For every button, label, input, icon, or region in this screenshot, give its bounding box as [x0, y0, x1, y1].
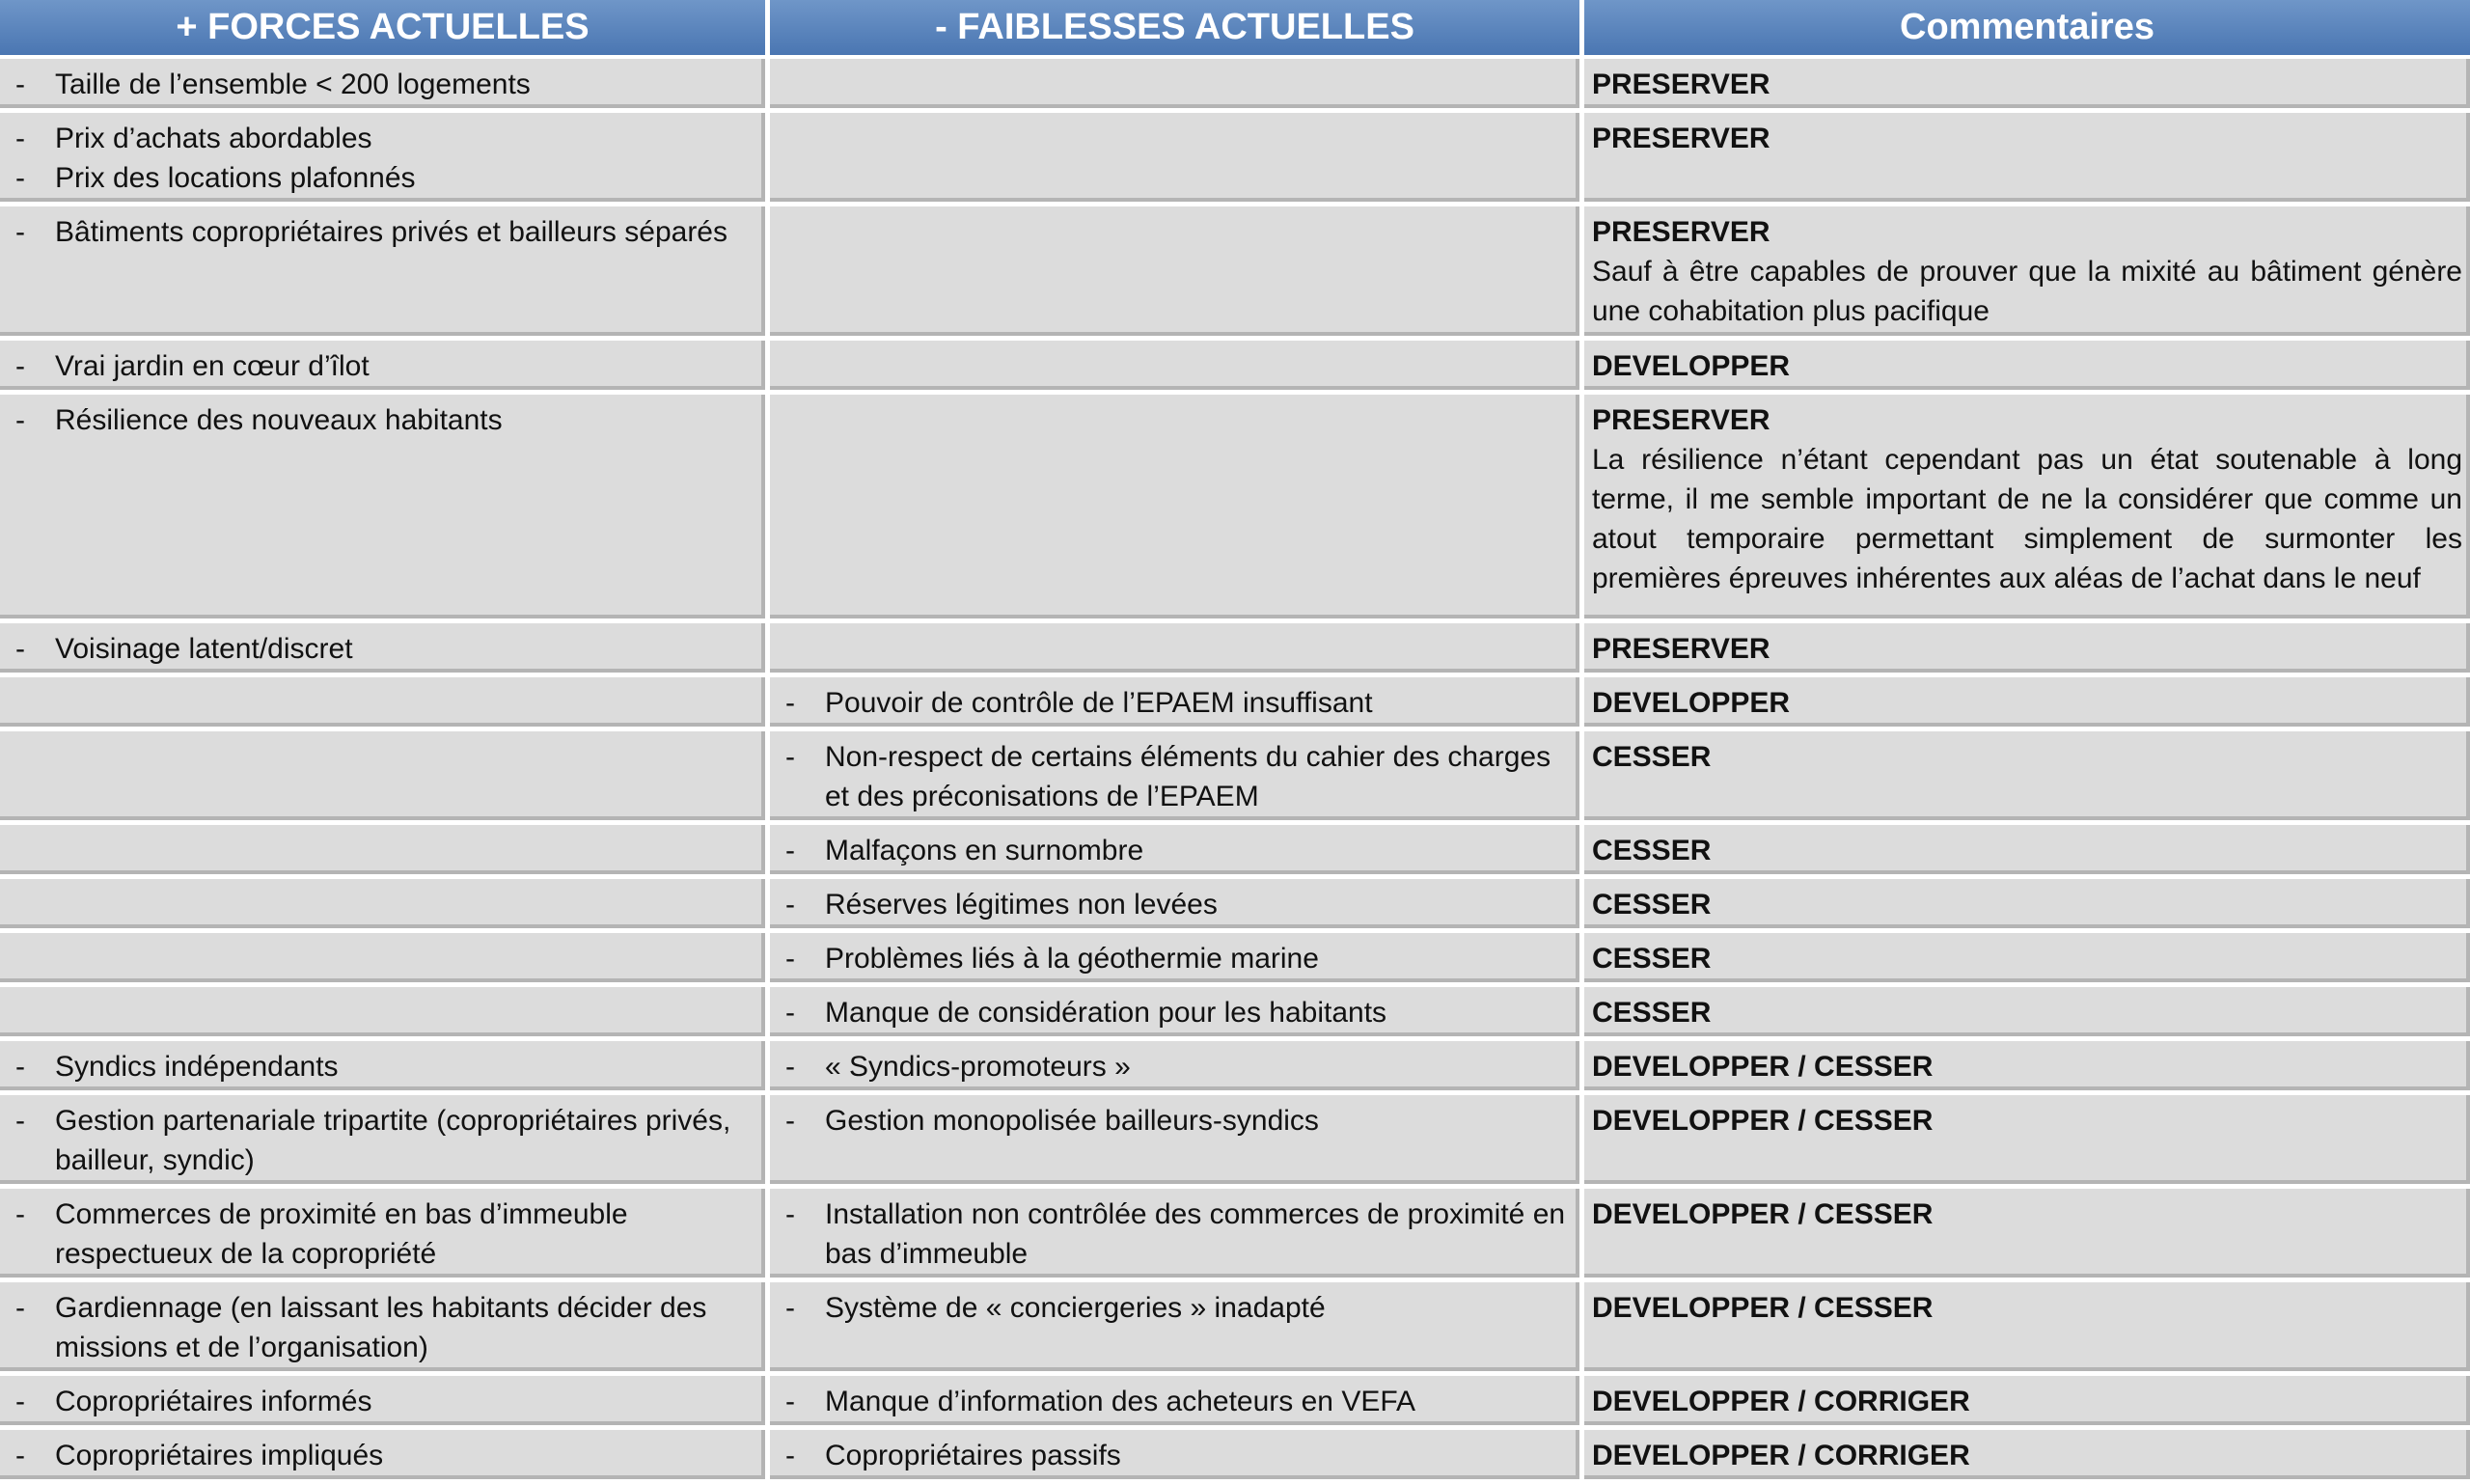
comment-note: La résilience n’étant cependant pas un état soutenable à long terme, il me semble important de ne la considérer que comme un atout temporaire permettant simplement de surmonter les premières épreuves inhérentes aux aléas de l’achat dans le neuf [1592, 444, 2462, 594]
faiblesses-text: Pouvoir de contrôle de l’EPAEM insuffisant [825, 687, 1373, 719]
bullet-dash: - [15, 1386, 25, 1417]
comment-cell [1584, 1430, 2470, 1484]
bullet-dash: - [785, 1292, 795, 1324]
table-row [0, 206, 2470, 341]
action-label: CESSER [1592, 741, 1712, 773]
forces-item [8, 1195, 757, 1274]
forces-cell [0, 1041, 770, 1095]
action-label: CESSER [1592, 943, 1712, 975]
header-commentaires: Commentaires [1584, 0, 2470, 59]
faiblesses-text: Manque d’information des acheteurs en VEFA [825, 1386, 1416, 1417]
action-label: PRESERVER [1592, 123, 1770, 154]
table-row [0, 623, 2470, 677]
bullet-dash: - [785, 1440, 795, 1471]
forces-cell [0, 987, 770, 1041]
table-row [0, 825, 2470, 879]
faiblesses-text: Malfaçons en surnombre [825, 835, 1144, 866]
action-label: DEVELOPPER / CORRIGER [1592, 1386, 1970, 1417]
table-row [0, 1282, 2470, 1376]
forces-cell [0, 1095, 770, 1189]
faiblesses-item [778, 1382, 1572, 1421]
bullet-dash: - [15, 350, 25, 382]
action-label: CESSER [1592, 835, 1712, 866]
faiblesses-cell [770, 933, 1584, 987]
table-row [0, 1430, 2470, 1484]
faiblesses-item [778, 1101, 1572, 1140]
bullet-dash: - [15, 216, 25, 248]
comment-cell [1584, 59, 2470, 113]
bullet-dash: - [785, 835, 795, 866]
forces-item [8, 65, 757, 104]
faiblesses-text: Gestion monopolisée bailleurs-syndics [825, 1105, 1319, 1137]
faiblesses-text: Problèmes liés à la géothermie marine [825, 943, 1319, 975]
bullet-dash: - [15, 1105, 25, 1137]
bullet-dash: - [15, 162, 25, 194]
table-row [0, 113, 2470, 206]
faiblesses-item [778, 885, 1572, 924]
forces-cell [0, 1189, 770, 1282]
bullet-dash: - [15, 69, 25, 100]
forces-text: Syndics indépendants [55, 1051, 339, 1083]
header-faiblesses: - FAIBLESSES ACTUELLES [770, 0, 1584, 59]
table-row [0, 1189, 2470, 1282]
faiblesses-cell [770, 1430, 1584, 1484]
forces-cell [0, 1376, 770, 1430]
bullet-dash: - [785, 1051, 795, 1083]
forces-cell [0, 206, 770, 341]
faiblesses-item [778, 939, 1572, 978]
faiblesses-cell [770, 677, 1584, 731]
comment-note: Sauf à être capables de prouver que la mixité au bâtiment génère une cohabitation plus pacifique [1592, 256, 2462, 327]
forces-cell [0, 1282, 770, 1376]
forces-text: Prix d’achats abordables [55, 123, 372, 154]
faiblesses-item [778, 993, 1572, 1032]
bullet-dash: - [15, 123, 25, 154]
table-row [0, 933, 2470, 987]
faiblesses-item [778, 737, 1572, 816]
faiblesses-cell [770, 1095, 1584, 1189]
faiblesses-item [778, 831, 1572, 870]
forces-cell [0, 395, 770, 623]
faiblesses-cell [770, 1376, 1584, 1430]
faiblesses-text: Copropriétaires passifs [825, 1440, 1121, 1471]
bullet-dash: - [15, 404, 25, 436]
action-label: DEVELOPPER / CORRIGER [1592, 1440, 1970, 1471]
forces-text: Voisinage latent/discret [55, 633, 353, 665]
action-label: PRESERVER [1592, 404, 1770, 436]
forces-cell [0, 731, 770, 825]
faiblesses-item [778, 1047, 1572, 1086]
forces-item [8, 629, 757, 669]
bullet-dash: - [785, 997, 795, 1029]
faiblesses-item [778, 1195, 1572, 1274]
action-label: CESSER [1592, 997, 1712, 1029]
faiblesses-cell [770, 731, 1584, 825]
action-label: PRESERVER [1592, 633, 1770, 665]
faiblesses-text: « Syndics-promoteurs » [825, 1051, 1131, 1083]
faiblesses-text: Système de « conciergeries » inadapté [825, 1292, 1326, 1324]
bullet-dash: - [785, 741, 795, 773]
comment-cell [1584, 395, 2470, 623]
comment-cell [1584, 1282, 2470, 1376]
faiblesses-item [778, 1436, 1572, 1475]
faiblesses-text: Manque de considération pour les habitants [825, 997, 1387, 1029]
bullet-dash: - [15, 1051, 25, 1083]
header-forces: + FORCES ACTUELLES [0, 0, 770, 59]
forces-item [8, 158, 757, 198]
faiblesses-cell [770, 1041, 1584, 1095]
forces-text: Résilience des nouveaux habitants [55, 404, 503, 436]
header-row [0, 0, 2470, 59]
faiblesses-cell [770, 206, 1584, 341]
forces-cell [0, 825, 770, 879]
action-label: DEVELOPPER [1592, 350, 1791, 382]
faiblesses-cell [770, 59, 1584, 113]
table-row [0, 1041, 2470, 1095]
bullet-dash: - [15, 1198, 25, 1230]
table-row [0, 987, 2470, 1041]
comment-cell [1584, 933, 2470, 987]
table-row [0, 731, 2470, 825]
forces-item [8, 400, 757, 440]
forces-item [8, 212, 757, 252]
forces-text: Bâtiments copropriétaires privés et bailleurs séparés [55, 216, 727, 248]
forces-item [8, 119, 757, 158]
forces-cell [0, 879, 770, 933]
action-label: DEVELOPPER / CESSER [1592, 1198, 1934, 1230]
bullet-dash: - [785, 1198, 795, 1230]
forces-cell [0, 113, 770, 206]
table-row [0, 59, 2470, 113]
faiblesses-cell [770, 1189, 1584, 1282]
comment-cell [1584, 731, 2470, 825]
forces-cell [0, 677, 770, 731]
comment-cell [1584, 113, 2470, 206]
table-row [0, 395, 2470, 623]
faiblesses-cell [770, 987, 1584, 1041]
comment-cell [1584, 879, 2470, 933]
table-row [0, 879, 2470, 933]
forces-text: Gestion partenariale tripartite (copropriétaires privés, bailleur, syndic) [55, 1105, 731, 1176]
comment-cell [1584, 1376, 2470, 1430]
forces-text: Copropriétaires impliqués [55, 1440, 384, 1471]
forces-item [8, 1047, 757, 1086]
forces-item [8, 1101, 757, 1180]
faiblesses-text: Non-respect de certains éléments du cahier des charges et des préconisations de l’EPAEM [825, 741, 1551, 812]
comment-cell [1584, 206, 2470, 341]
comment-cell [1584, 1041, 2470, 1095]
faiblesses-cell [770, 825, 1584, 879]
bullet-dash: - [785, 889, 795, 921]
forces-cell [0, 59, 770, 113]
forces-item [8, 1288, 757, 1367]
bullet-dash: - [15, 1440, 25, 1471]
action-label: DEVELOPPER [1592, 687, 1791, 719]
forces-text: Prix des locations plafonnés [55, 162, 416, 194]
bullet-dash: - [15, 1292, 25, 1324]
action-label: CESSER [1592, 889, 1712, 921]
forces-item [8, 1382, 757, 1421]
forces-cell [0, 1430, 770, 1484]
forces-text: Copropriétaires informés [55, 1386, 372, 1417]
forces-text: Commerces de proximité en bas d’immeuble respectueux de la copropriété [55, 1198, 628, 1270]
comment-cell [1584, 987, 2470, 1041]
bullet-dash: - [15, 633, 25, 665]
table-row [0, 1095, 2470, 1189]
action-label: DEVELOPPER / CESSER [1592, 1292, 1934, 1324]
forces-item [8, 1436, 757, 1475]
comment-cell [1584, 1189, 2470, 1282]
forces-cell [0, 341, 770, 395]
forces-text: Gardiennage (en laissant les habitants décider des missions et de l’organisation) [55, 1292, 707, 1363]
faiblesses-item [778, 1288, 1572, 1328]
forces-cell [0, 933, 770, 987]
faiblesses-cell [770, 1282, 1584, 1376]
action-label: DEVELOPPER / CESSER [1592, 1051, 1934, 1083]
faiblesses-item [778, 683, 1572, 723]
comment-cell [1584, 677, 2470, 731]
faiblesses-cell [770, 395, 1584, 623]
table-row [0, 1376, 2470, 1430]
faiblesses-cell [770, 879, 1584, 933]
action-label: DEVELOPPER / CESSER [1592, 1105, 1934, 1137]
comment-cell [1584, 623, 2470, 677]
table-row [0, 677, 2470, 731]
bullet-dash: - [785, 943, 795, 975]
action-label: PRESERVER [1592, 216, 1770, 248]
table-row [0, 341, 2470, 395]
faiblesses-text: Installation non contrôlée des commerces de proximité en bas d’immeuble [825, 1198, 1566, 1270]
bullet-dash: - [785, 687, 795, 719]
faiblesses-text: Réserves légitimes non levées [825, 889, 1218, 921]
faiblesses-cell [770, 341, 1584, 395]
forces-item [8, 346, 757, 386]
faiblesses-cell [770, 113, 1584, 206]
comment-cell [1584, 341, 2470, 395]
comment-cell [1584, 1095, 2470, 1189]
forces-cell [0, 623, 770, 677]
faiblesses-cell [770, 623, 1584, 677]
bullet-dash: - [785, 1105, 795, 1137]
forces-text: Taille de l’ensemble < 200 logements [55, 69, 531, 100]
action-label: PRESERVER [1592, 69, 1770, 100]
comment-cell [1584, 825, 2470, 879]
bullet-dash: - [785, 1386, 795, 1417]
forces-text: Vrai jardin en cœur d’îlot [55, 350, 370, 382]
